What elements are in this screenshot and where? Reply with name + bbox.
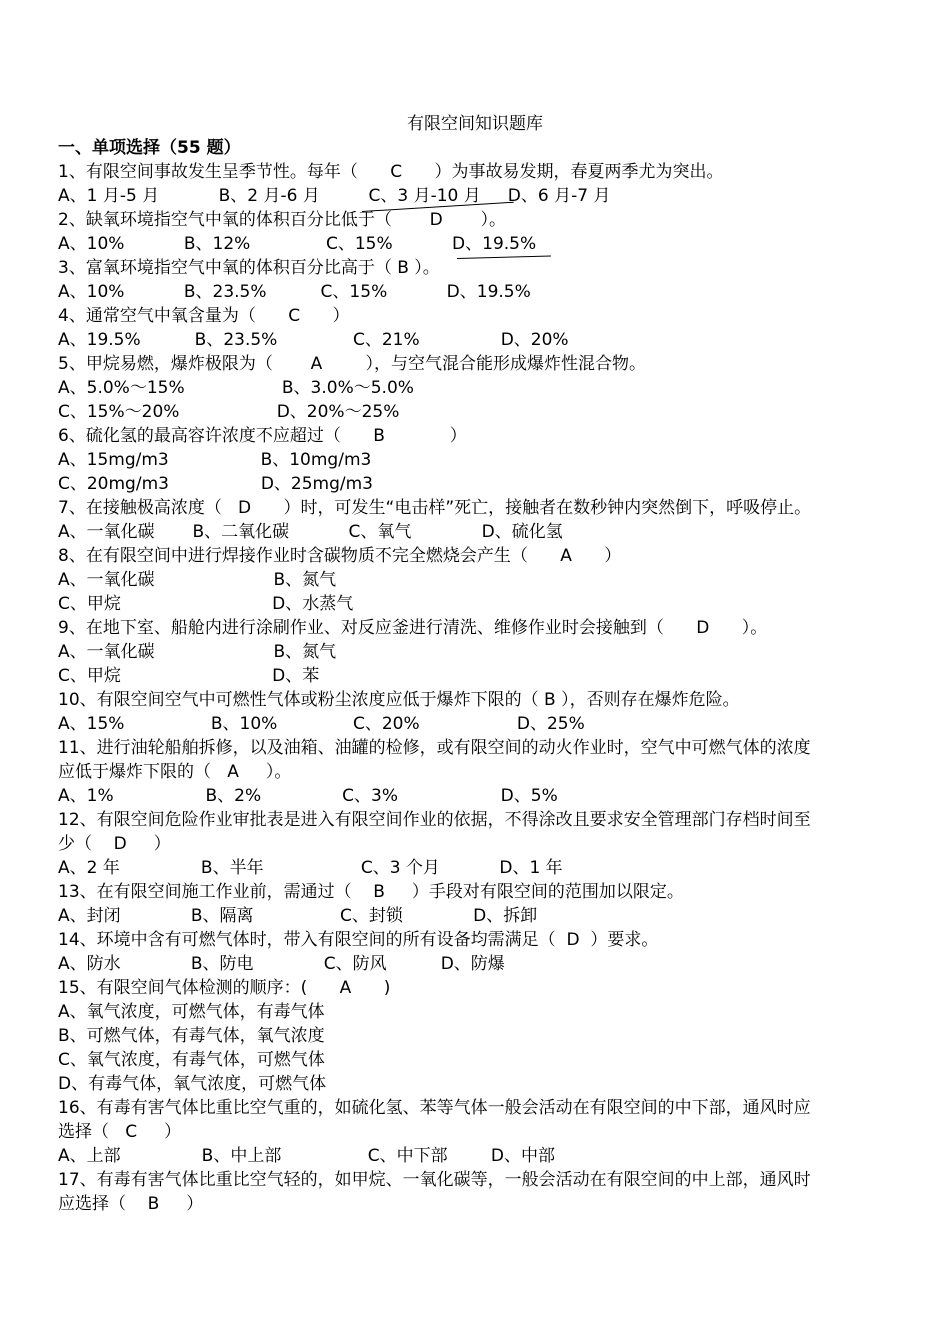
text-line: 6、硫化氢的最高容许浓度不应超过（ B ） — [58, 426, 467, 446]
text-line: 11、进行油轮船舶拆修，以及油箱、油罐的检修，或有限空间的动火作业时，空气中可燃气体的浓度 — [58, 738, 811, 758]
text-line: 2、缺氧环境指空气中氧的体积百分比低于（ D ）。 — [58, 210, 507, 230]
text-line: 4、通常空气中氧含量为（ C ） — [58, 306, 350, 326]
text-line: 应低于爆炸下限的（ A ）。 — [58, 762, 292, 782]
text-line: 8、在有限空间中进行焊接作业时含碳物质不完全燃烧会产生（ A ） — [58, 546, 622, 566]
strike-mark — [457, 256, 551, 259]
text-line: 12、有限空间危险作业审批表是进入有限空间作业的依据，不得涂改且要求安全管理部门存档时间至 — [58, 810, 811, 830]
text-line: C、氧气浓度，有毒气体，可燃气体 — [58, 1050, 325, 1070]
text-line: A、15mg/m3 B、10mg/m3 — [58, 450, 372, 470]
text-line: A、19.5% B、23.5% C、21% D、20% — [58, 330, 569, 350]
text-line: A、1 月-5 月 B、2 月-6 月 C、3 月-10 月 D、6 月-7 月 — [58, 186, 611, 206]
text-line: A、2 年 B、半年 C、3 个月 D、1 年 — [58, 858, 563, 878]
text-line: A、氧气浓度，可燃气体，有毒气体 — [58, 1002, 325, 1022]
text-line: 9、在地下室、船舱内进行涂刷作业、对反应釜进行清洗、维修作业时会接触到（ D ）。 — [58, 618, 768, 638]
text-line: 少（ D ） — [58, 834, 171, 854]
text-line: 13、在有限空间施工作业前，需通过（ B ）手段对有限空间的范围加以限定。 — [58, 882, 684, 902]
document-title: 有限空间知识题库 — [407, 114, 543, 134]
text-line: C、甲烷 D、苯 — [58, 666, 320, 686]
text-line: B、可燃气体，有毒气体，氧气浓度 — [58, 1026, 325, 1046]
text-line: A、防水 B、防电 C、防风 D、防爆 — [58, 954, 505, 974]
text-line: 17、有毒有害气体比重比空气轻的，如甲烷、一氧化碳等，一般会活动在有限空间的中上部，通风时 — [58, 1170, 811, 1190]
text-line: 15、有限空间气体检测的顺序：( A ) — [58, 978, 391, 998]
text-line: A、上部 B、中上部 C、中下部 D、中部 — [58, 1146, 556, 1166]
text-line: A、1% B、2% C、3% D、5% — [58, 786, 558, 806]
text-line: A、一氧化碳 B、二氧化碳 C、氧气 D、硫化氢 — [58, 522, 563, 542]
text-line: A、10% B、12% C、15% D、19.5% — [58, 234, 537, 254]
text-line: C、甲烷 D、水蒸气 — [58, 594, 354, 614]
text-line: A、一氧化碳 B、氮气 — [58, 642, 337, 662]
section-heading: 一、单项选择（55 题） — [58, 138, 241, 158]
text-line: C、20mg/m3 D、25mg/m3 — [58, 474, 373, 494]
text-line: 7、在接触极高浓度（ D ）时，可发生“电击样”死亡，接触者在数秒钟内突然倒下，呼吸停止。 — [58, 498, 812, 518]
text-line: A、10% B、23.5% C、15% D、19.5% — [58, 282, 531, 302]
text-line: A、封闭 B、隔离 C、封锁 D、拆卸 — [58, 906, 538, 926]
text-line: C、15%～20% D、20%～25% — [58, 402, 400, 422]
text-line: 14、环境中含有可燃气体时，带入有限空间的所有设备均需满足（ D ）要求。 — [58, 930, 659, 950]
text-line: 1、有限空间事故发生呈季节性。每年（ C ）为事故易发期，春夏两季尤为突出。 — [58, 162, 724, 182]
text-line: 3、富氧环境指空气中氧的体积百分比高于（ B ）。 — [58, 258, 440, 278]
text-line: 16、有毒有害气体比重比空气重的，如硫化氢、苯等气体一般会活动在有限空间的中下部，通风时应 — [58, 1098, 811, 1118]
text-line: A、15% B、10% C、20% D、25% — [58, 714, 585, 734]
text-line: 选择（ C ） — [58, 1122, 182, 1142]
text-line: 10、有限空间空气中可燃性气体或粉尘浓度应低于爆炸下限的（ B ），否则存在爆炸危险。 — [58, 690, 740, 710]
text-line: 5、甲烷易燃，爆炸极限为（ A ），与空气混合能形成爆炸性混合物。 — [58, 354, 647, 374]
text-line: A、5.0%～15% B、3.0%～5.0% — [58, 378, 414, 398]
text-line: D、有毒气体，氧气浓度，可燃气体 — [58, 1074, 327, 1094]
text-line: A、一氧化碳 B、氮气 — [58, 570, 337, 590]
text-line: 应选择（ B ） — [58, 1194, 204, 1214]
